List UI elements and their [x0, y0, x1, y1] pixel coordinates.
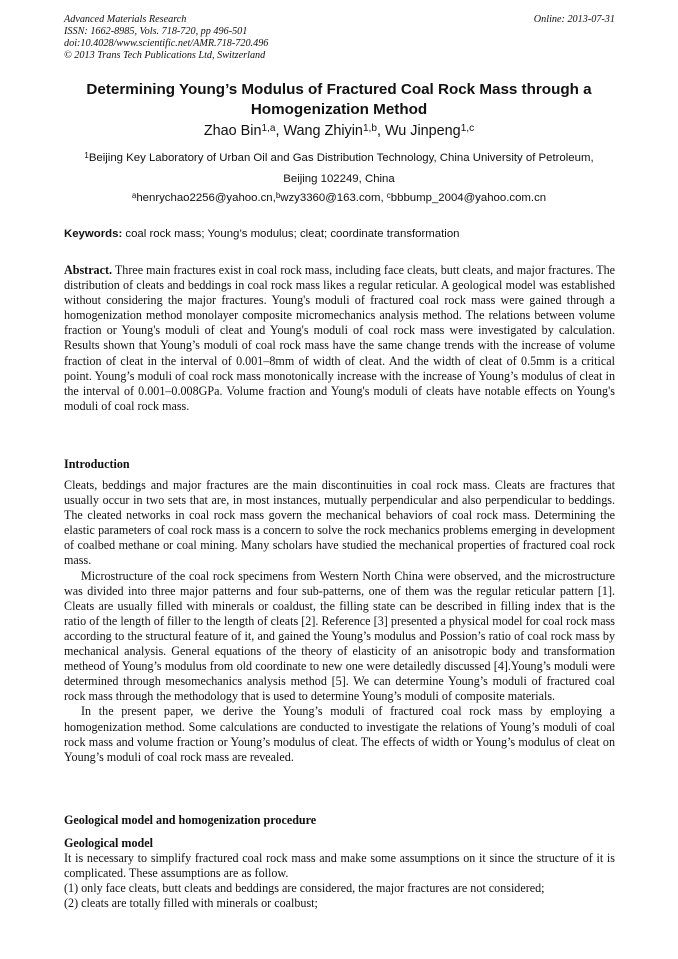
introduction-body — [64, 478, 615, 765]
author-name: Zhao Bin — [203, 123, 262, 139]
affiliation-text: Beijing Key Laboratory of Urban Oil and Gas Distribution Technology, China University of Petroleum, Beijing 102249, China — [88, 152, 594, 185]
email-address: bbbump_2004@yahoo.com.cn — [390, 192, 547, 204]
email-list: $^a$henrychao2256@yahoo.cn,$^b$wzy3360@163.com, $^c$bbbump_2004@yahoo.com.cn — [131, 191, 547, 204]
author-affiliation-mark: 1,c — [460, 123, 475, 135]
affiliation — [70, 148, 608, 190]
paper-title: Determining Young’s Modulus of Fractured Coal Rock Mass through a Homogenization Method — [86, 81, 592, 118]
introduction-heading: Introduction — [64, 457, 130, 471]
journal-name: Advanced Materials Research — [64, 14, 187, 25]
author-list: Zhao Bin$^{1,a}$, Wang Zhiyin$^{1,b}$, Wu Jinpeng$^{1,c}$ — [203, 123, 475, 139]
section-heading: Geological model and homogenization procedure — [64, 813, 317, 827]
issn-line: ISSN: 1662-8985, Vols. 718-720, pp 496-501 — [64, 26, 248, 37]
paragraph: Microstructure of the coal rock specimens from Western North China were observed, and the microstructure was divided into three major patterns and four sub-patterns, one of them was the regular reticular pattern [1]. Cleats are usually filled with minerals or coaldust, the filling state can be described in filling index that is the ratio of the length of filler to the length of cleats [2]. Reference [3] presented a physical model for coal rock mass according to the structural feature of it, and gained the Young’s modulus and Possion’s ratio of coal rock mass by mechanical analysis. General equations of the theory of elasticity of an anisotropic body and transformation metheod of Young’s modulus from old coordinate to new one were detailedly discussed [4].Young’s moduli were determined through mesomechanics analysis method [5]. We can determine Young’s moduli of fractured coal rock mass through the methodology that is used to determine Young’s moduli of composite materials. — [64, 568, 615, 704]
author-affiliation-mark: 1,a — [261, 123, 276, 135]
abstract-text: Three main fractures exist in coal rock mass, including face cleats, butt cleats, and major fractures. The distribution of cleats and beddings in coal rock mass likes a regular reticular. A geological model was established without considering the major fractures. Young's moduli of fractured coal rock mass were gained through a homogenization method monolayer composite micromechanics analysis method. The relations between volume fraction or Young's moduli of cleat and Young's moduli of coal rock mass were investigated by calculation. Results shown that Young’s moduli of coal rock mass have the same change trends with the increase of volume fraction of cleat in the interval of 0.001–8mm of width of cleat. And the width of cleat of 0.5mm is a critical point. Young’s moduli of coal rock mass monotonically increase with the increase of Young’s modulus of cleat in the interval of 0.001–0.008GPa. Volume fraction and Young's moduli of cleats have notable effects on Young's moduli of coal rock mass. — [64, 263, 616, 413]
article-header — [64, 14, 615, 62]
copyright-line: © 2013 Trans Tech Publications Ltd, Switzerland — [64, 50, 266, 61]
email-address: henrychao2256@yahoo.cn, — [136, 192, 276, 204]
paragraph: It is necessary to simplify fractured coal rock mass and make some assumptions on it since the structure of it is complicated. These assumptions are as follow. — [64, 851, 615, 881]
author-name: Wang Zhiyin — [283, 123, 363, 139]
abstract — [64, 263, 615, 414]
email-address: wzy3360@163.com, — [280, 192, 384, 204]
subsection-heading: Geological model — [64, 836, 154, 850]
abstract-label: Abstract. — [64, 263, 113, 277]
online-date: Online: 2013-07-31 — [533, 14, 615, 25]
geological-model-body — [64, 851, 615, 911]
paragraph: In the present paper, we derive the Young’s moduli of fractured coal rock mass by employing a homogenization method. Some calculations are conducted to investigate the relations of Young’s moduli of coal rock mass and volume fraction or Young’s modulus of cleat. The effects of width or Young’s modulus of cleat on Young’s moduli of coal rock mass are revealed. — [64, 704, 615, 764]
affiliation-mark: 1 — [84, 151, 89, 161]
paragraph: Cleats, beddings and major fractures are the main discontinuities in coal rock mass. Cleats are fractures that usually occur in two sets that are, in most instances, mutually perpendicular and also perpendicular to beddings. The cleated networks in coal rock mass govern the mechanical behaviors of coal rock mass. Determining the elastic parameters of coal rock mass is a concern to solve the rock mechanics problems emerging in development of coalbed methane or coal mining. Many scholars have studied the mechanical properties of fractured coal rock mass. — [64, 478, 615, 568]
list-item: (2) cleats are totally filled with minerals or coalbust; — [64, 896, 318, 911]
doi-line: doi:10.4028/www.scientific.net/AMR.718-720.496 — [64, 38, 269, 49]
keywords-text: coal rock mass; Young’s modulus; cleat; coordinate transformation — [125, 228, 460, 240]
keywords — [64, 227, 616, 242]
keywords-label: Keywords: — [64, 228, 123, 240]
author-affiliation-mark: 1,b — [362, 123, 377, 135]
list-item: (1) only face cleats, butt cleats and beddings are considered, the major fractures are not considered; — [64, 881, 545, 896]
author-name: Wu Jinpeng — [384, 123, 461, 139]
